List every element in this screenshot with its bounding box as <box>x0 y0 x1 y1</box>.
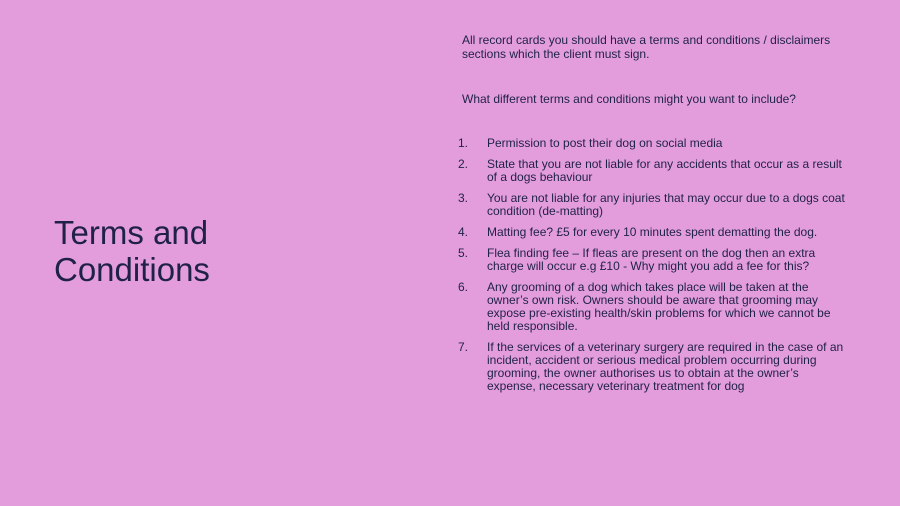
term-item-4 <box>458 226 848 239</box>
term-item-5 <box>458 247 848 273</box>
term-text: Matting fee? £5 for every 10 minutes spent dematting the dog. <box>487 225 818 239</box>
term-item-1 <box>458 137 848 150</box>
term-text: Any grooming of a dog which takes place will be taken at the owner’s own risk. Owners should be aware that grooming may expose pre-existing health/skin problems for which we cannot be held responsible. <box>487 280 831 333</box>
terms-list <box>458 137 848 401</box>
term-item-2 <box>458 158 848 184</box>
term-text: State that you are not liable for any accidents that occur as a result of a dogs behaviour <box>487 157 842 184</box>
term-item-6 <box>458 281 848 333</box>
question-text: What different terms and conditions might you want to include? <box>462 92 796 106</box>
intro-text: All record cards you should have a terms and conditions / disclaimers sections which the client must sign. <box>462 33 831 61</box>
term-number: 7. <box>458 340 469 354</box>
term-item-3 <box>458 192 848 218</box>
term-number: 2. <box>458 157 469 171</box>
term-number: 5. <box>458 246 469 260</box>
term-text: You are not liable for any injuries that may occur due to a dogs coat condition (de-matting) <box>487 191 845 218</box>
term-number: 1. <box>458 136 469 150</box>
term-text: If the services of a veterinary surgery are required in the case of an incident, accident or serious medical problem occurring during grooming, the owner authorises us to obtain at the owner’s expense, necessary veterinary treatment for dog <box>487 340 844 393</box>
term-number: 6. <box>458 280 469 294</box>
term-text: Permission to post their dog on social media <box>487 136 723 150</box>
term-text: Flea finding fee – If fleas are present on the dog then an extra charge will occur e.g £10 - Why might you add a fee for this? <box>487 246 816 273</box>
title-line-2: Conditions <box>54 251 210 288</box>
term-number: 3. <box>458 191 469 205</box>
term-item-7 <box>458 341 848 393</box>
term-number: 4. <box>458 225 469 239</box>
title-line-1: Terms and <box>54 214 209 251</box>
slide-title <box>54 214 354 288</box>
